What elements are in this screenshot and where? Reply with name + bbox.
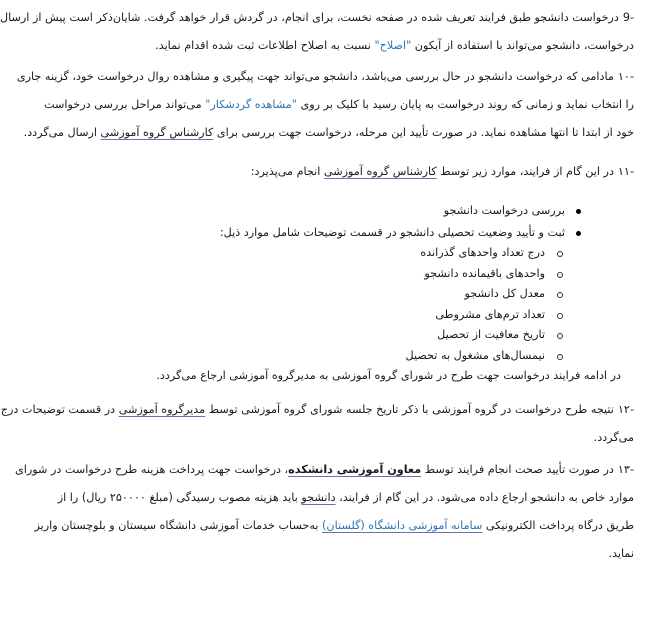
- circle-bullet-icon: [557, 272, 563, 278]
- paragraph-text: طریق درگاه پرداخت الکترونیکی: [482, 519, 634, 532]
- role-reference: دانشجو: [301, 491, 336, 504]
- circle-bullet-icon: [557, 354, 563, 360]
- list-item-text: تعداد ترم‌های مشروطی: [435, 307, 545, 321]
- paragraph-10: [16, 63, 634, 147]
- paragraph-11: [49, 158, 634, 186]
- sub-list-item: [143, 264, 563, 285]
- sub-list-item: [143, 284, 563, 305]
- view-workflow-reference: "مشاهده گردشکار": [205, 98, 297, 111]
- role-reference: معاون آموزشی دانشکده: [288, 463, 422, 476]
- item-number: -9: [622, 11, 634, 24]
- item-number: -۱۰: [617, 70, 634, 83]
- bullet-icon: [576, 209, 581, 214]
- paragraph-text: می‌گردد.: [593, 431, 634, 444]
- circle-bullet-icon: [557, 292, 563, 298]
- paragraph-text: را انتخاب نماید و زمانی که روند درخواست به پایان رسید با کلیک بر روی: [296, 98, 634, 111]
- paragraph-12-line-2: [49, 424, 634, 452]
- paragraph-13-line-4: [49, 540, 634, 568]
- paragraph-text: درخواست، دانشجو می‌تواند با استفاده از آیکون: [411, 39, 634, 52]
- paragraph-text: در این گام از فرایند، موارد زیر توسط: [436, 165, 614, 178]
- paragraph-text: در قسمت توضیحات درج: [0, 403, 119, 416]
- sub-list-item: [143, 325, 563, 346]
- golestan-system-reference: سامانه آموزشی دانشگاه (گلستان): [322, 519, 483, 532]
- paragraph-text: می‌تواند مراحل بررسی درخواست: [44, 98, 206, 111]
- paragraph-text: ، درخواست جهت پرداخت هزینه طرح درخواست در شورای: [15, 463, 289, 476]
- list-item-text: تاریخ معافیت از تحصیل: [437, 328, 545, 341]
- sub-list-item: [143, 346, 563, 367]
- paragraph-13: [15, 456, 634, 568]
- sub-list: [143, 243, 563, 366]
- item-number: -۱۳: [617, 463, 634, 476]
- paragraph-text: نتیجه طرح درخواست در گروه آموزشی با ذکر تاریخ جلسه شورای گروه آموزشی توسط: [205, 403, 614, 416]
- paragraph-text: خود از ابتدا تا انتها مشاهده نماید. در صورت تأیید این مرحله، درخواست جهت بررسی برای: [213, 126, 634, 139]
- bullet-icon: [576, 231, 581, 236]
- paragraph-11-line-1: [49, 158, 634, 186]
- paragraph-text: نسبت به اصلاح اطلاعات ثبت شده اقدام نماید.: [155, 39, 375, 52]
- edit-icon-reference: "اصلاح": [374, 39, 412, 52]
- list-item-text: درج تعداد واحدهای گذرانده: [420, 246, 545, 259]
- paragraph-9-line-2: [49, 32, 634, 60]
- paragraph-9-line-1: [0, 4, 634, 32]
- paragraph-13-line-1: [15, 456, 634, 484]
- item-number: -۱۲: [617, 403, 634, 416]
- sub-list-item: [143, 243, 563, 264]
- list-item-text: نیمسال‌های مشغول به تحصیل: [405, 348, 545, 362]
- role-reference: مدیرگروه آموزشی: [118, 403, 206, 416]
- paragraph-text: در صورت تأیید صحت انجام فرایند توسط: [421, 463, 614, 476]
- paragraph-12-line-1: [0, 396, 634, 424]
- paragraph-13-line-2: [49, 484, 634, 512]
- item-number: -۱۱: [617, 165, 634, 178]
- paragraph-10-line-1: [16, 63, 634, 91]
- list-item-text: واحدهای باقیمانده دانشجو: [424, 266, 545, 280]
- paragraph-text: موارد خاص به دانشجو ارجاع داده می‌شود. در این گام از فرایند،: [335, 491, 634, 504]
- circle-bullet-icon: [557, 251, 563, 257]
- list-item: [81, 222, 581, 244]
- list-item-text: بررسی درخواست دانشجو: [443, 204, 565, 217]
- bullet-list: [81, 200, 581, 244]
- circle-bullet-icon: [557, 313, 563, 319]
- paragraph-10-line-3: [23, 119, 634, 147]
- paragraph-text: ارسال می‌گردد.: [23, 126, 101, 139]
- role-reference: کارشناس گروه آموزشی: [323, 165, 437, 178]
- paragraph-12: [0, 396, 634, 452]
- closing-line: در ادامه فرایند درخواست جهت طرح در شورای گروه آموزشی به مدیرگروه آموزشی ارجاع می‌گردد.: [156, 369, 621, 382]
- circle-bullet-icon: [557, 333, 563, 339]
- list-item-text: ثبت و تأیید وضعیت تحصیلی دانشجو در قسمت توضیحات شامل موارد ذیل:: [219, 226, 565, 239]
- sub-list-item: [143, 305, 563, 326]
- list-item: [81, 200, 581, 222]
- paragraph-9: [0, 4, 634, 60]
- paragraph-text: مادامی که درخواست دانشجو در حال بررسی می‌باشد، دانشجو می‌تواند جهت پیگیری و مشاهده روال درخواست خود، گزینه جاری: [16, 70, 614, 83]
- paragraph-text: باید هزینه مصوب رسیدگی (مبلغ ۲۵۰۰۰۰ ریال) را از: [57, 491, 302, 504]
- paragraph-text: نماید.: [608, 547, 634, 560]
- role-reference: کارشناس گروه آموزشی: [100, 126, 214, 139]
- paragraph-text: به‌حساب خدمات آموزشی دانشگاه سیستان و بلوچستان واریز: [34, 519, 323, 532]
- list-item-text: معدل کل دانشجو: [464, 287, 545, 300]
- paragraph-13-line-3: [34, 512, 634, 540]
- paragraph-10-line-2: [44, 91, 634, 119]
- paragraph-text: درخواست دانشجو طبق فرایند تعریف شده در صفحه نخست، برای انجام، در گردش قرار خواهد گرفت. شایان‌ذکر است پیش از ارسال: [0, 11, 619, 24]
- paragraph-text: انجام می‌پذیرد:: [250, 165, 324, 178]
